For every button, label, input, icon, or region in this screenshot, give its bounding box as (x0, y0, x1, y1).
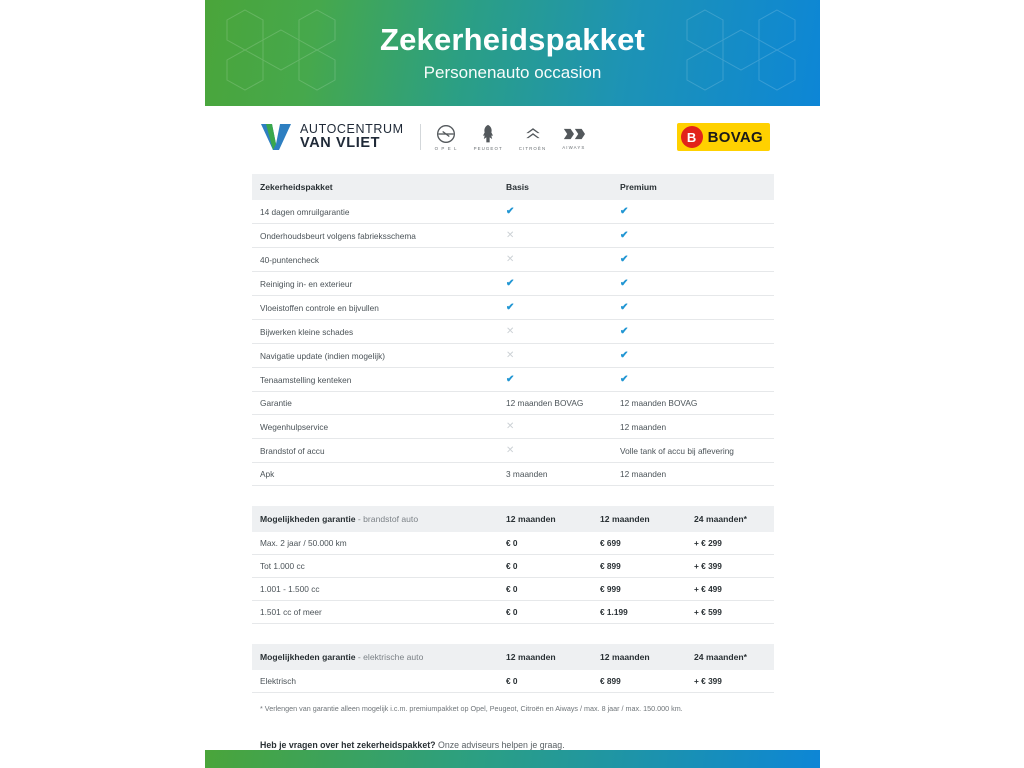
row-premium (612, 368, 774, 392)
table-row (252, 555, 774, 578)
check-icon: ✔ (506, 206, 515, 217)
garantie-elektrisch-body (252, 670, 774, 693)
table-row (252, 439, 774, 463)
row-basis: 3 maanden (506, 469, 548, 479)
table-row (252, 415, 774, 439)
citroen-chevrons-icon (523, 124, 543, 144)
peugeot-logo (474, 124, 503, 151)
table-row (252, 224, 774, 248)
table-row (252, 320, 774, 344)
row-premium (612, 272, 774, 296)
row-price-3: + € 599 (694, 607, 722, 617)
table-spacer-2 (252, 624, 774, 644)
row-premium: 12 maanden (620, 421, 667, 432)
row-basis (498, 272, 612, 296)
header-premium: Premium (612, 174, 774, 200)
table-row (252, 601, 774, 624)
check-icon: ✔ (620, 374, 629, 385)
page-title: Zekerheidspakket (379, 21, 646, 57)
row-basis: 12 maanden BOVAG (506, 398, 584, 408)
fuel-header-1: 12 maanden (498, 506, 592, 532)
row-basis (498, 415, 612, 439)
zekerheidspakket-table-body (252, 200, 774, 486)
van-vliet-v-icon (260, 122, 292, 152)
row-price-3: + € 399 (694, 676, 722, 686)
row-label: Bijwerken kleine schades (260, 326, 354, 337)
row-price-2: € 899 (600, 676, 621, 686)
table-row (252, 272, 774, 296)
row-premium (612, 344, 774, 368)
row-premium: 12 maanden BOVAG (620, 398, 698, 408)
electric-header-3: 24 maanden* (686, 644, 774, 670)
peugeot-caption: PEUGEOT (473, 145, 503, 151)
cross-icon: ✕ (506, 350, 515, 361)
row-price-3: + € 499 (694, 584, 722, 594)
row-price-1: € 0 (506, 676, 518, 686)
row-premium (612, 224, 774, 248)
fuel-header-3: 24 maanden* (686, 506, 774, 532)
row-price-1: € 0 (506, 607, 518, 617)
garantie-brandstof-body (252, 532, 774, 624)
brand-row (205, 106, 820, 168)
table-row (252, 200, 774, 224)
row-price-2: € 999 (600, 584, 621, 594)
row-label: Elektrisch (260, 676, 296, 686)
electric-table-title (252, 644, 498, 670)
logo-divider (420, 124, 421, 150)
check-icon: ✔ (620, 350, 629, 361)
electric-header-1: 12 maanden (498, 644, 592, 670)
cross-icon: ✕ (506, 230, 515, 241)
table-row (252, 344, 774, 368)
table-spacer (252, 486, 774, 506)
bovag-label: BOVAG (707, 128, 763, 146)
row-price-3: + € 399 (694, 561, 722, 571)
table-row (252, 392, 774, 415)
table-row (252, 670, 774, 693)
row-label: Wegenhulpservice (260, 421, 329, 432)
garantie-brandstof-table (252, 506, 774, 624)
peugeot-lion-icon (479, 124, 497, 144)
check-icon: ✔ (506, 374, 515, 385)
electric-title-sub: - elektrische auto (357, 652, 424, 662)
row-price-1: € 0 (506, 538, 518, 548)
check-icon: ✔ (620, 302, 629, 313)
row-label: 40-puntencheck (260, 254, 320, 265)
check-icon: ✔ (620, 326, 629, 337)
row-premium: 12 maanden (620, 469, 667, 479)
table-row (252, 532, 774, 555)
row-label: Tenaamstelling kenteken (260, 374, 352, 385)
row-basis (498, 439, 612, 463)
header-feature: Zekerheidspakket (252, 174, 498, 200)
row-label: 1.001 - 1.500 cc (260, 584, 320, 594)
row-basis (498, 296, 612, 320)
row-price-2: € 699 (600, 538, 621, 548)
row-price-2: € 899 (600, 561, 621, 571)
row-basis (498, 200, 612, 224)
cross-icon: ✕ (506, 445, 515, 456)
cross-icon: ✕ (506, 421, 515, 432)
check-icon: ✔ (620, 278, 629, 289)
electric-title-main: Mogelijkheden garantie (260, 652, 356, 662)
row-label: Onderhoudsbeurt volgens fabrieksschema (260, 230, 416, 241)
row-basis (498, 368, 612, 392)
zekerheidspakket-table (252, 174, 774, 486)
row-label: Vloeistoffen controle en bijvullen (260, 302, 379, 313)
table-header-row (252, 506, 774, 532)
page-subtitle: Personenauto occasion (423, 63, 602, 83)
footer-bar (205, 750, 820, 768)
row-label: Navigatie update (indien mogelijk) (260, 350, 385, 361)
marque-logos (435, 124, 586, 151)
logo-line-2: VAN VLIET (300, 134, 381, 151)
fuel-table-title (252, 506, 498, 532)
citroen-logo (519, 124, 546, 151)
check-icon: ✔ (620, 206, 629, 217)
row-price-1: € 0 (506, 561, 518, 571)
aiways-icon (563, 125, 585, 143)
table-header-row (252, 644, 774, 670)
row-label: Reiniging in- en exterieur (260, 278, 353, 289)
garantie-elektrisch-table (252, 644, 774, 693)
table-row (252, 296, 774, 320)
check-icon: ✔ (620, 230, 629, 241)
header-banner (205, 0, 820, 106)
aiways-caption: AIWAYS (562, 144, 586, 150)
cross-icon: ✕ (506, 326, 515, 337)
table-header-row (252, 174, 774, 200)
row-basis (498, 248, 612, 272)
fuel-header-2: 12 maanden (592, 506, 686, 532)
cross-icon: ✕ (506, 254, 515, 265)
aiways-logo (562, 125, 585, 150)
fuel-title-sub: - brandstof auto (357, 514, 419, 524)
table-row (252, 578, 774, 601)
question-rest: Onze adviseurs helpen je graag. (435, 740, 565, 751)
table-row (252, 463, 774, 486)
table-row (252, 248, 774, 272)
logo-line-1: AUTOCENTRUM (300, 121, 404, 136)
check-icon: ✔ (620, 254, 629, 265)
row-label: Tot 1.000 cc (260, 561, 305, 571)
electric-header-2: 12 maanden (592, 644, 686, 670)
row-label: Brandstof of accu (260, 445, 325, 456)
check-icon: ✔ (506, 302, 515, 313)
row-price-3: + € 299 (694, 538, 722, 548)
opel-caption: O P E L (434, 145, 458, 151)
row-label: 1.501 cc of meer (260, 607, 322, 617)
opel-logo (435, 124, 458, 151)
footnote-text: * Verlengen van garantie alleen mogelijk i.c.m. premiumpakket op Opel, Peugeot, Citroën en Aiways / max. 8 jaar / max. 150.000 km. (260, 704, 683, 713)
row-price-1: € 0 (506, 584, 518, 594)
row-price-2: € 1.199 (600, 607, 628, 617)
row-label: 14 dagen omruilgarantie (260, 206, 350, 217)
question-line (252, 740, 774, 750)
row-basis (498, 224, 612, 248)
table-row (252, 368, 774, 392)
row-premium (612, 248, 774, 272)
fuel-title-main: Mogelijkheden garantie (260, 514, 356, 524)
question-bold: Heb je vragen over het zekerheidspakket? (260, 740, 436, 751)
header-basis: Basis (498, 174, 612, 200)
row-premium (612, 296, 774, 320)
row-label: Garantie (260, 398, 292, 408)
row-premium: Volle tank of accu bij aflevering (620, 445, 734, 456)
autocentrum-van-vliet-logo (260, 122, 404, 152)
bovag-mark: B (681, 126, 703, 148)
row-label: Apk (260, 469, 275, 479)
row-premium (612, 320, 774, 344)
opel-icon (436, 124, 456, 144)
check-icon: ✔ (506, 278, 515, 289)
row-basis (498, 320, 612, 344)
row-label: Max. 2 jaar / 50.000 km (260, 538, 347, 548)
bovag-logo (677, 123, 770, 151)
row-basis (498, 344, 612, 368)
row-premium (612, 200, 774, 224)
content-area (252, 174, 774, 750)
citroen-caption: CITROËN (518, 145, 547, 151)
